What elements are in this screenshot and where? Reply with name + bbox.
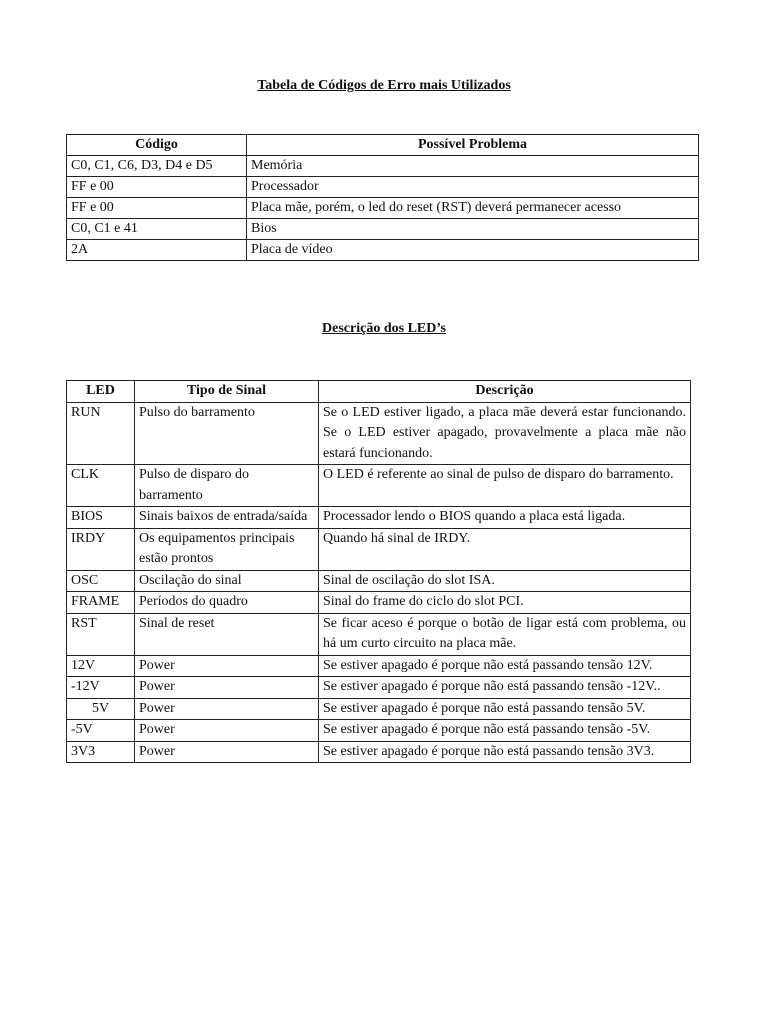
description-cell: Sinal do frame do ciclo do slot PCI. xyxy=(319,592,691,614)
error-problem-cell: Memória xyxy=(247,156,699,177)
table-row xyxy=(67,655,691,677)
signal-type-cell: Power xyxy=(135,677,319,699)
table-row xyxy=(67,528,691,570)
table-header-row xyxy=(67,381,691,403)
description-cell: O LED é referente ao sinal de pulso de disparo do barramento. xyxy=(319,465,691,507)
table-row xyxy=(67,570,691,592)
table-row xyxy=(67,177,699,198)
signal-type-cell: Power xyxy=(135,698,319,720)
description-cell: Se estiver apagado é porque não está passando tensão 5V. xyxy=(319,698,691,720)
column-header-codigo: Código xyxy=(67,135,247,156)
description-cell: Processador lendo o BIOS quando a placa está ligada. xyxy=(319,507,691,529)
error-problem-cell: Bios xyxy=(247,219,699,240)
error-code-cell: FF e 00 xyxy=(67,198,247,219)
signal-type-cell: Sinais baixos de entrada/saída xyxy=(135,507,319,529)
error-code-cell: C0, C1, C6, D3, D4 e D5 xyxy=(67,156,247,177)
error-codes-table xyxy=(66,134,699,261)
table-row xyxy=(67,465,691,507)
description-cell: Se estiver apagado é porque não está passando tensão 3V3. xyxy=(319,741,691,763)
led-name-cell: FRAME xyxy=(67,592,135,614)
table-row xyxy=(67,240,699,261)
description-cell: Quando há sinal de IRDY. xyxy=(319,528,691,570)
description-cell: Se ficar aceso é porque o botão de ligar está com problema, ou há um curto circuito na placa mãe. xyxy=(319,613,691,655)
description-cell: Se estiver apagado é porque não está passando tensão -12V.. xyxy=(319,677,691,699)
table-row xyxy=(67,156,699,177)
led-name-cell: IRDY xyxy=(67,528,135,570)
led-name-cell: 5V xyxy=(67,698,135,720)
signal-type-cell: Os equipamentos principais estão prontos xyxy=(135,528,319,570)
led-name-cell: -5V xyxy=(67,720,135,742)
table-row xyxy=(67,741,691,763)
column-header-tipo-de-sinal: Tipo de Sinal xyxy=(135,381,319,403)
error-problem-cell: Processador xyxy=(247,177,699,198)
led-name-cell: RUN xyxy=(67,402,135,465)
table-row xyxy=(67,219,699,240)
signal-type-cell: Pulso de disparo do barramento xyxy=(135,465,319,507)
signal-type-cell: Oscilação do sinal xyxy=(135,570,319,592)
error-code-cell: FF e 00 xyxy=(67,177,247,198)
error-problem-cell: Placa mãe, porém, o led do reset (RST) deverá permanecer acesso xyxy=(247,198,699,219)
error-code-cell: C0, C1 e 41 xyxy=(67,219,247,240)
description-cell: Sinal de oscilação do slot ISA. xyxy=(319,570,691,592)
table-row xyxy=(67,677,691,699)
error-code-cell: 2A xyxy=(67,240,247,261)
table-row xyxy=(67,198,699,219)
led-name-cell: RST xyxy=(67,613,135,655)
signal-type-cell: Power xyxy=(135,655,319,677)
signal-type-cell: Pulso do barramento xyxy=(135,402,319,465)
led-table-title: Descrição dos LED’s xyxy=(322,321,446,336)
led-name-cell: 3V3 xyxy=(67,741,135,763)
signal-type-cell: Períodos do quadro xyxy=(135,592,319,614)
led-name-cell: CLK xyxy=(67,465,135,507)
description-cell: Se estiver apagado é porque não está passando tensão -5V. xyxy=(319,720,691,742)
signal-type-cell: Power xyxy=(135,741,319,763)
column-header-led: LED xyxy=(67,381,135,403)
signal-type-cell: Power xyxy=(135,720,319,742)
table-row xyxy=(67,613,691,655)
table-row xyxy=(67,720,691,742)
table-header-row xyxy=(67,135,699,156)
table-row xyxy=(67,507,691,529)
led-name-cell: OSC xyxy=(67,570,135,592)
table-row xyxy=(67,592,691,614)
description-cell: Se o LED estiver ligado, a placa mãe deverá estar funcionando. Se o LED estiver apagado, provavelmente a placa mãe não estará funcionando. xyxy=(319,402,691,465)
signal-type-cell: Sinal de reset xyxy=(135,613,319,655)
led-description-table xyxy=(66,380,691,763)
table-row xyxy=(67,402,691,465)
led-name-cell: -12V xyxy=(67,677,135,699)
table-row xyxy=(67,698,691,720)
column-header-possivel-problema: Possível Problema xyxy=(247,135,699,156)
column-header-descricao: Descrição xyxy=(319,381,691,403)
error-table-title: Tabela de Códigos de Erro mais Utilizados xyxy=(257,78,511,93)
led-name-cell: BIOS xyxy=(67,507,135,529)
description-cell: Se estiver apagado é porque não está passando tensão 12V. xyxy=(319,655,691,677)
error-problem-cell: Placa de vídeo xyxy=(247,240,699,261)
led-name-cell: 12V xyxy=(67,655,135,677)
